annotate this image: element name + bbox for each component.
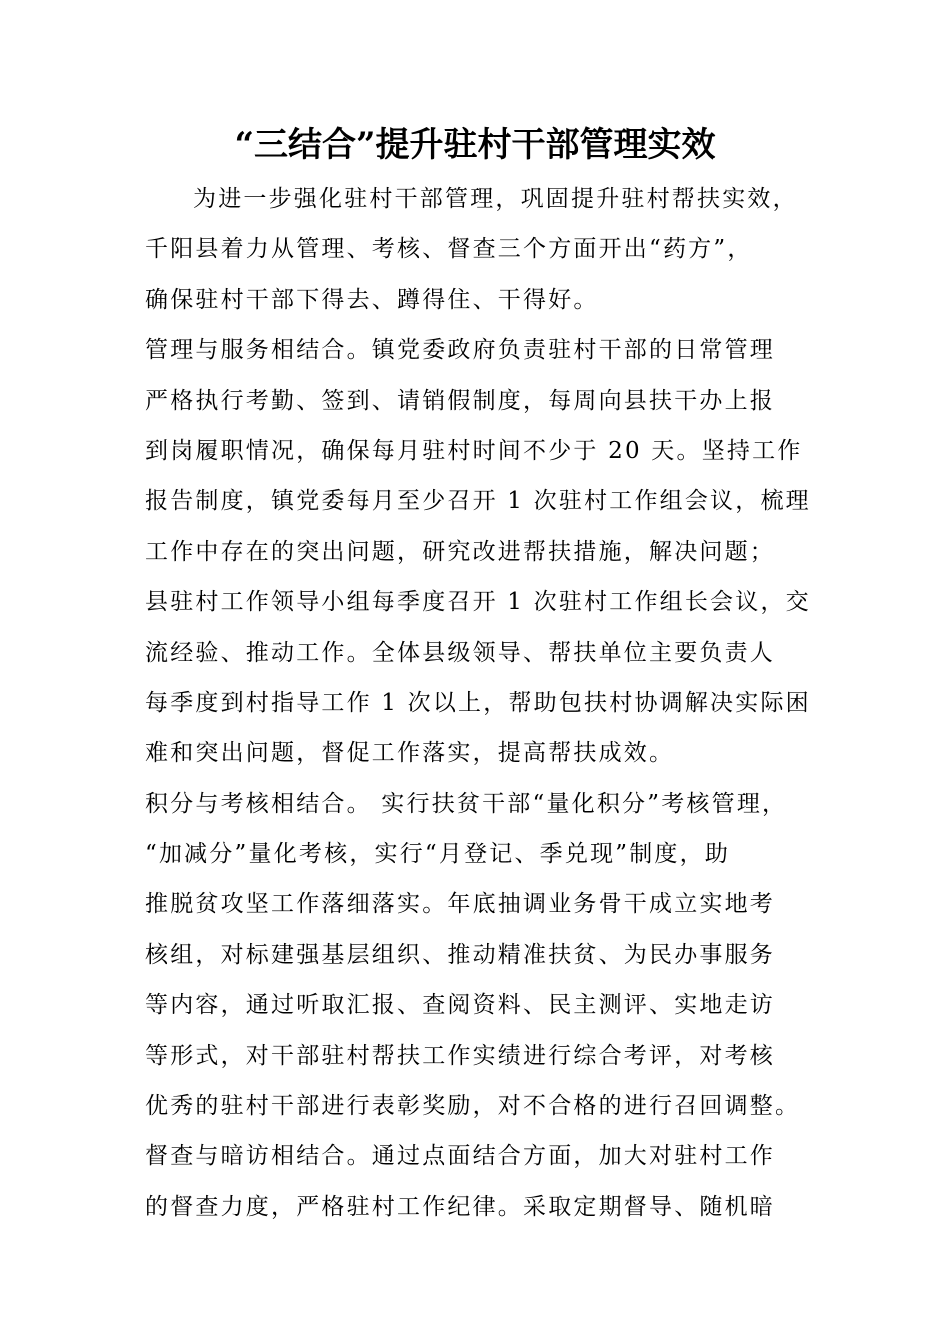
text-line: 报告制度，镇党委每月至少召开 1 次驻村工作组会议，梳理: [145, 488, 811, 515]
text-line: 的督查力度，严格驻村工作纪律。采取定期督导、随机暗: [145, 1193, 775, 1220]
text-line: 优秀的驻村干部进行表彰奖励，对不合格的进行召回调整。: [145, 1093, 801, 1120]
text-line: 流经验、推动工作。全体县级领导、帮扶单位主要负责人: [145, 639, 775, 666]
text-line: 县驻村工作领导小组每季度召开 1 次驻村工作组长会议，交: [145, 589, 811, 616]
document-body: [145, 174, 835, 1232]
document-title: “三结合”提升驻村干部管理实效: [234, 125, 716, 165]
section-heading-line: 积分与考核相结合。 实行扶贫干部“量化积分”考核管理，: [145, 790, 788, 817]
text-line: 等内容，通过听取汇报、查阅资料、民主测评、实地走访: [145, 992, 775, 1019]
text-line: 核组，对标建强基层组织、推动精准扶贫、为民办事服务: [145, 941, 775, 968]
section-heading-line: 督查与暗访相结合。通过点面结合方面，加大对驻村工作: [145, 1143, 775, 1170]
text-line: 严格执行考勤、签到、请销假制度，每周向县扶干办上报: [145, 387, 775, 414]
text-line: 到岗履职情况，确保每月驻村时间不少于 20 天。坚持工作: [145, 437, 803, 464]
text-line: 确保驻村干部下得去、蹲得住、干得好。: [145, 286, 599, 313]
text-line: 等形式，对干部驻村帮扶工作实绩进行综合考评，对考核: [145, 1042, 775, 1069]
text-line: 为进一步强化驻村干部管理，巩固提升驻村帮扶实效，: [193, 186, 798, 212]
text-line: 工作中存在的突出问题，研究改进帮扶措施，解决问题；: [145, 538, 775, 565]
text-line: 难和突出问题，督促工作落实，提高帮扶成效。: [145, 740, 675, 767]
text-line: 每季度到村指导工作 1 次以上，帮助包扶村协调解决实际困: [145, 689, 811, 716]
section-heading-line: 管理与服务相结合。镇党委政府负责驻村干部的日常管理: [145, 337, 775, 364]
text-line: 千阳县着力从管理、考核、督查三个方面开出“药方”，: [145, 236, 753, 263]
text-line: “加减分”量化考核，实行“月登记、季兑现”制度，助: [145, 841, 731, 868]
text-line: 推脱贫攻坚工作落细落实。年底抽调业务骨干成立实地考: [145, 891, 775, 918]
